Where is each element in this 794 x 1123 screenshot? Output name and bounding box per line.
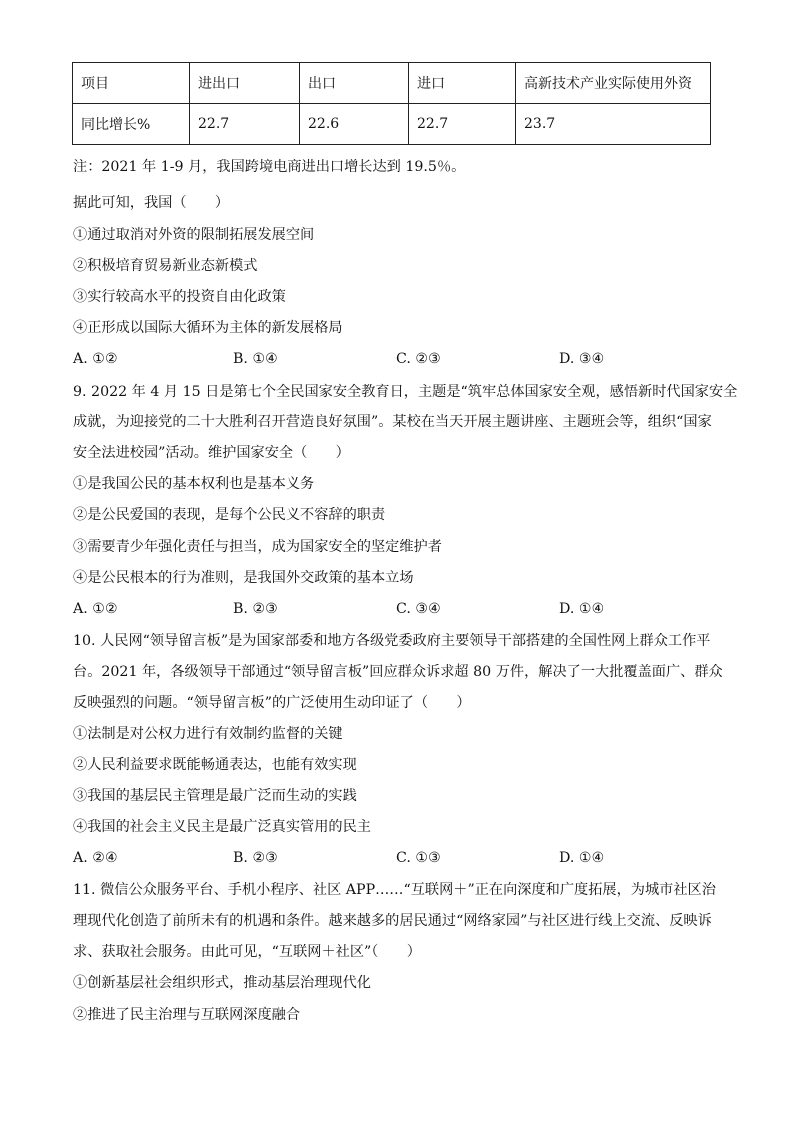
q10-stem-line: 反映强烈的问题。“领导留言板”的广泛使用生动印证了（ ） xyxy=(73,695,471,711)
q9-stem-line: 安全法进校园”活动。维护国家安全（ ） xyxy=(73,445,350,461)
q8-stem: 据此可知，我国（ ） xyxy=(73,195,230,211)
option-d: D. ①④ xyxy=(559,601,605,617)
table-cell: 22.7 xyxy=(409,104,516,145)
table-cell: 23.7 xyxy=(516,104,711,145)
q10-stem-line: 10. 人民网“领导留言板”是为国家部委和地方各级党委政府主要领导干部搭建的全国性网上群众工作平 xyxy=(73,633,711,649)
q10-item: ③我国的基层民主管理是最广泛而生动的实践 xyxy=(73,788,357,804)
q9-options xyxy=(73,600,713,618)
q9-stem-line: 成就，为迎接党的二十大胜利召开营造良好氛围”。某校在当天开展主题讲座、主题班会等，组织“国家 xyxy=(73,414,712,430)
table-cell: 项目 xyxy=(73,63,190,104)
table-cell: 高新技术产业实际使用外资 xyxy=(516,63,711,104)
q8-item: ②积极培育贸易新业态新模式 xyxy=(73,258,258,274)
q8-options xyxy=(73,350,713,368)
option-a: A. ①② xyxy=(73,601,118,617)
table-header-row xyxy=(73,63,711,104)
table-cell: 出口 xyxy=(300,63,409,104)
table-cell: 22.6 xyxy=(300,104,409,145)
data-table xyxy=(72,62,711,145)
q11-stem-line: 求、获取社会服务。由此可见，“互联网＋社区”（ ） xyxy=(73,944,421,960)
q8-item: ③实行较高水平的投资自由化政策 xyxy=(73,289,286,305)
table-cell: 进出口 xyxy=(190,63,300,104)
option-a: A. ①② xyxy=(73,351,118,367)
q9-stem-line: 9. 2022 年 4 月 15 日是第七个全民国家安全教育日，主题是“筑牢总体国家安全观，感悟新时代国家安全 xyxy=(73,384,738,400)
q9-item: ④是公民根本的行为准则，是我国外交政策的基本立场 xyxy=(73,570,414,586)
option-c: C. ③④ xyxy=(396,601,441,617)
q10-options xyxy=(73,849,713,867)
q11-stem-line: 理现代化创造了前所未有的机遇和条件。越来越多的居民通过“网络家园”与社区进行线上交流、反映诉 xyxy=(73,913,712,929)
option-a: A. ②④ xyxy=(73,850,118,866)
q10-item: ①法制是对公权力进行有效制约监督的关键 xyxy=(73,726,343,742)
q9-item: ①是我国公民的基本权利也是基本义务 xyxy=(73,476,315,492)
q8-item: ①通过取消对外资的限制拓展发展空间 xyxy=(73,227,315,243)
table-note: 注：2021 年 1-9 月，我国跨境电商进出口增长达到 19.5％。 xyxy=(73,159,466,175)
q11-stem-line: 11. 微信公众服务平台、手机小程序、社区 APP……“互联网＋”正在向深度和广度拓展，为城市社区治 xyxy=(73,882,716,898)
q10-item: ④我国的社会主义民主是最广泛真实管用的民主 xyxy=(73,819,371,835)
q8-item: ④正形成以国际大循环为主体的新发展格局 xyxy=(73,320,343,336)
q10-item: ②人民利益要求既能畅通表达，也能有效实现 xyxy=(73,757,357,773)
q10-stem-line: 台。2021 年，各级领导干部通过“领导留言板”回应群众诉求超 80 万件，解决了一大批覆盖面广、群众 xyxy=(73,664,723,680)
option-b: B. ②③ xyxy=(233,601,278,617)
q9-item: ③需要青少年强化责任与担当，成为国家安全的坚定维护者 xyxy=(73,539,442,555)
option-c: C. ②③ xyxy=(396,351,441,367)
table-row xyxy=(73,104,711,145)
option-b: B. ②③ xyxy=(233,850,278,866)
q11-item: ①创新基层社会组织形式，推动基层治理现代化 xyxy=(73,975,371,991)
option-b: B. ①④ xyxy=(233,351,278,367)
option-d: D. ①④ xyxy=(559,850,605,866)
option-c: C. ①③ xyxy=(396,850,441,866)
table-cell: 22.7 xyxy=(190,104,300,145)
q9-item: ②是公民爱国的表现，是每个公民义不容辞的职责 xyxy=(73,507,386,523)
q11-item: ②推进了民主治理与互联网深度融合 xyxy=(73,1007,301,1023)
table-cell: 同比增长% xyxy=(73,104,190,145)
table-cell: 进口 xyxy=(409,63,516,104)
option-d: D. ③④ xyxy=(559,351,605,367)
